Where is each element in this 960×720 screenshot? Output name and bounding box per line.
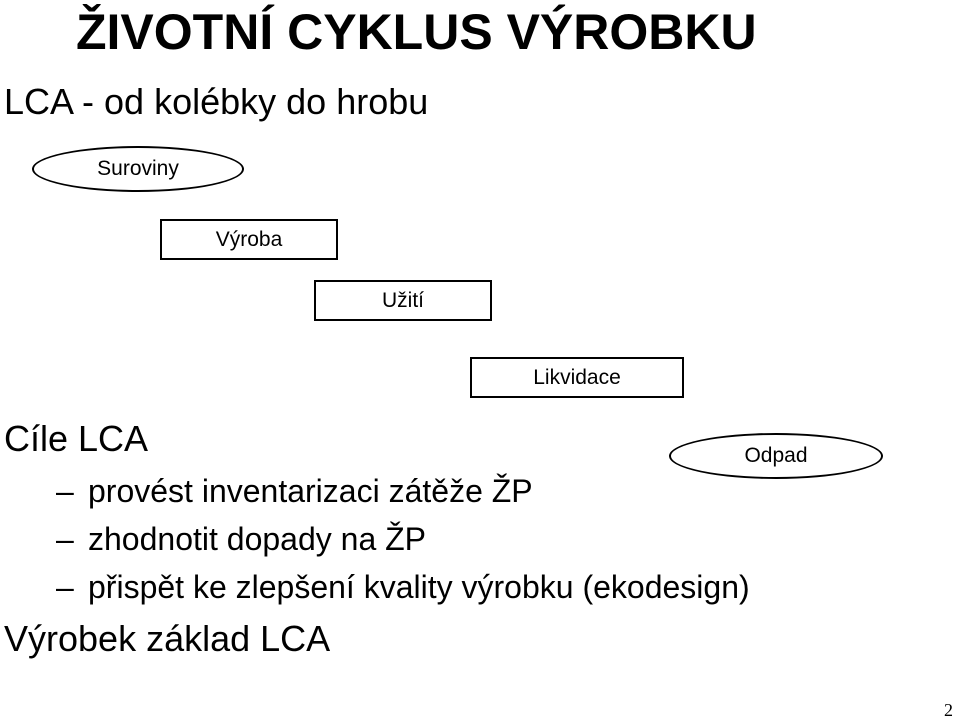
stage-likvidace: Likvidace	[470, 357, 684, 398]
stage-suroviny: Suroviny	[32, 146, 244, 192]
slide-subtitle: LCA - od kolébky do hrobu	[4, 81, 429, 122]
page-number: 2	[944, 700, 953, 720]
goal-item	[56, 519, 426, 559]
dash-marker: –	[56, 473, 74, 509]
stage-uziti: Užití	[314, 280, 492, 321]
goal-item-text: přispět ke zlepšení kvality výrobku (ekodesign)	[88, 569, 750, 605]
conclusion-text: Výrobek základ LCA	[4, 618, 331, 659]
stage-vyroba: Výroba	[160, 219, 338, 260]
goal-item	[56, 567, 750, 607]
stage-odpad: Odpad	[669, 433, 883, 479]
goal-item-text: provést inventarizaci zátěže ŽP	[88, 473, 533, 509]
goal-item-text: zhodnotit dopady na ŽP	[88, 521, 427, 557]
dash-marker: –	[56, 521, 74, 557]
goal-item	[56, 471, 533, 511]
dash-marker: –	[56, 569, 74, 605]
slide-title: ŽIVOTNÍ CYKLUS VÝROBKU	[76, 4, 757, 60]
goals-heading: Cíle LCA	[4, 418, 149, 459]
